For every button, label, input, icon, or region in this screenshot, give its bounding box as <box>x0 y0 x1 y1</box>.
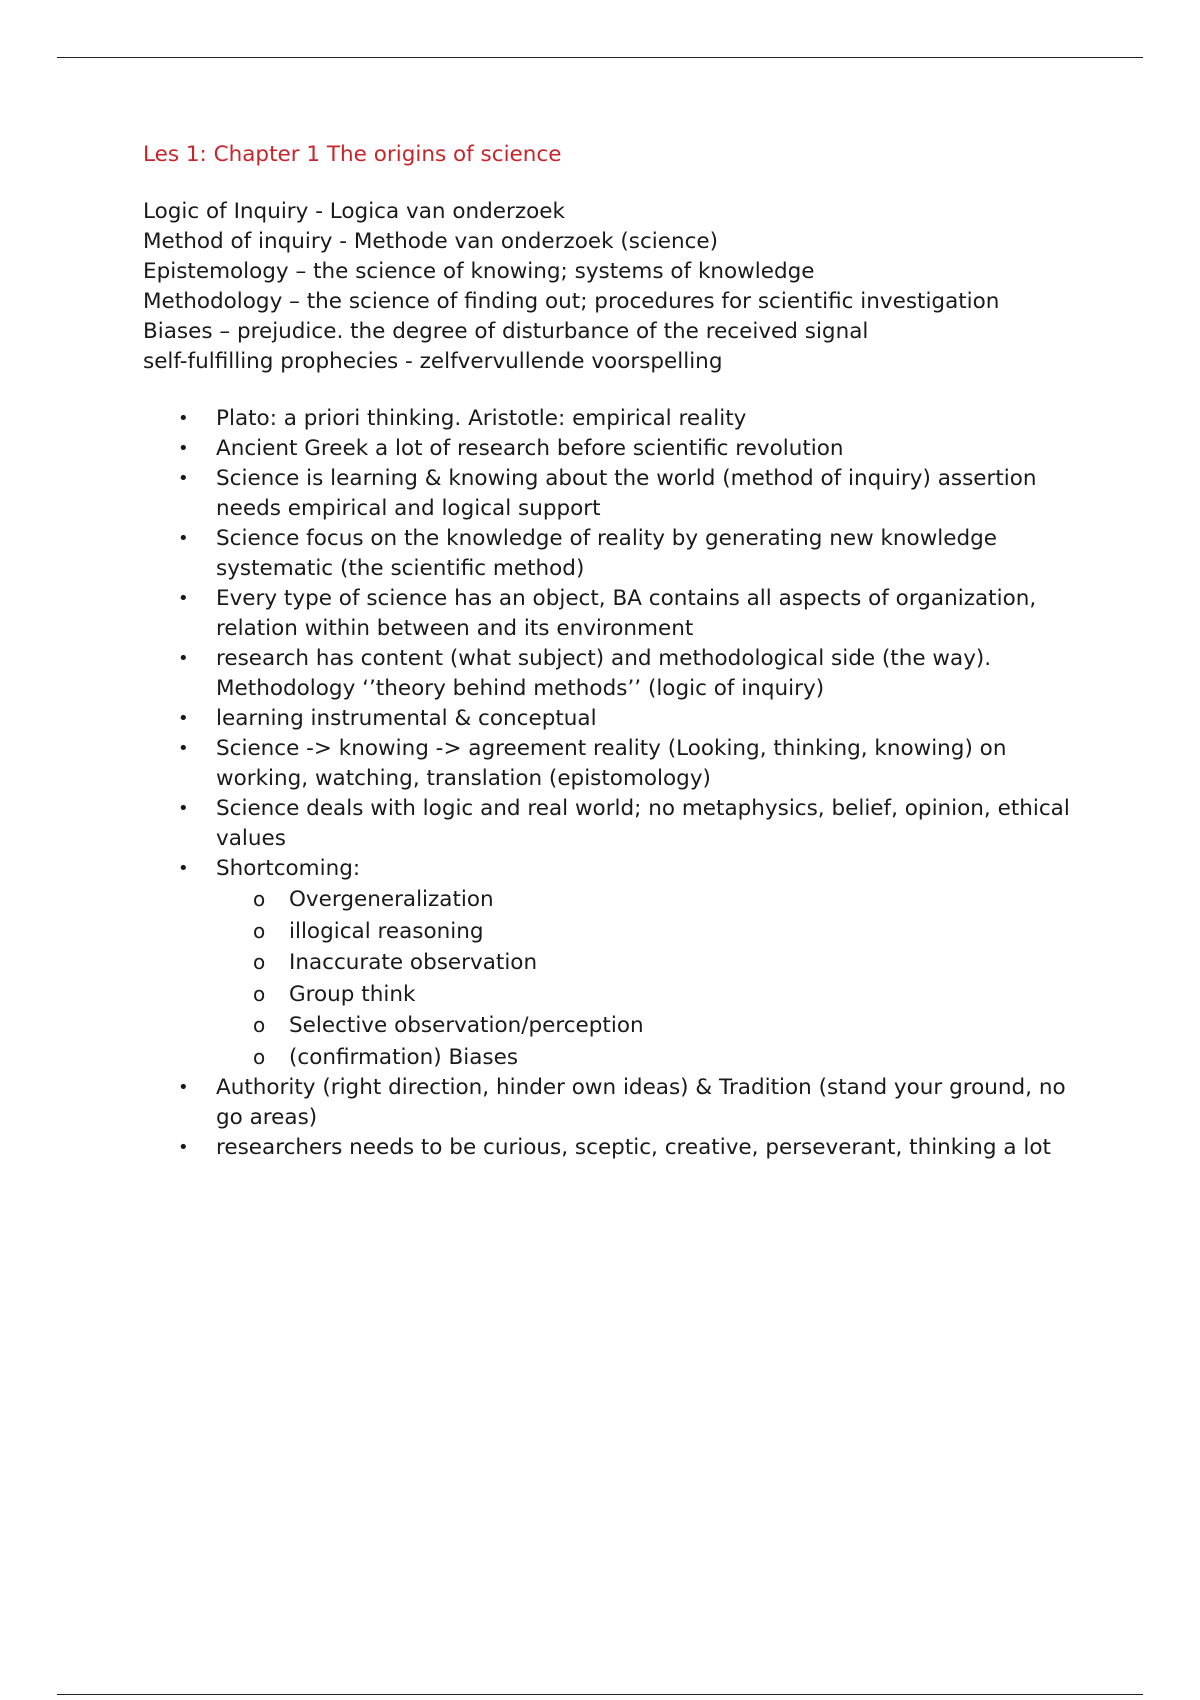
bullet-icon: • <box>178 1077 189 1098</box>
sub-bullet-icon: o <box>253 1013 266 1037</box>
definition-line: Methodology – the science of finding out; procedures for scientific investigation <box>143 289 1000 314</box>
sub-list-item <box>216 1010 1073 1042</box>
sub-bullet-icon: o <box>253 887 266 911</box>
sub-list-item-text: (confirmation) Biases <box>289 1044 519 1070</box>
bullet-icon: • <box>178 438 189 459</box>
definitions-block <box>143 197 1073 377</box>
list-item-text: Every type of science has an object, BA contains all aspects of organization, relation within between and its environment <box>216 586 1037 641</box>
header-rule <box>57 57 1143 58</box>
list-item <box>143 734 1073 794</box>
bullet-icon: • <box>178 528 189 549</box>
list-item <box>143 644 1073 704</box>
footer-rule <box>57 1694 1143 1695</box>
document-body <box>143 140 1073 1163</box>
list-item-text: Authority (right direction, hinder own ideas) & Tradition (stand your ground, no go areas) <box>216 1075 1066 1130</box>
definition-line: Method of inquiry - Methode van onderzoek (science) <box>143 229 719 254</box>
sub-list-item-text: Inaccurate observation <box>289 950 538 975</box>
list-item <box>143 1133 1073 1163</box>
bullet-icon: • <box>178 738 189 759</box>
list-item-text: Science is learning & knowing about the world (method of inquiry) assertion needs empirical and logical support <box>216 466 1037 521</box>
sub-list-item <box>216 1042 1073 1074</box>
sub-bullet-icon: o <box>253 950 266 974</box>
bullet-icon: • <box>178 408 189 429</box>
list-item-text: Plato: a priori thinking. Aristotle: empirical reality <box>216 406 747 431</box>
list-item-text: Science -> knowing -> agreement reality (Looking, thinking, knowing) on working, watching, translation (epistomology) <box>216 736 1007 791</box>
list-item-text: learning instrumental & conceptual <box>216 706 597 731</box>
definition-line: Logic of Inquiry - Logica van onderzoek <box>143 199 565 224</box>
shortcoming-sublist <box>216 884 1073 1073</box>
list-item <box>143 524 1073 584</box>
list-item <box>143 1073 1073 1133</box>
bullet-icon: • <box>178 858 189 879</box>
list-item-text: Science deals with logic and real world; no metaphysics, belief, opinion, ethical values <box>216 796 1070 851</box>
sub-list-item-text: illogical reasoning <box>289 918 484 944</box>
sub-bullet-icon: o <box>253 918 266 943</box>
bullet-icon: • <box>178 588 189 609</box>
bullet-list <box>143 404 1073 1163</box>
definition-line: self-fulfilling prophecies - zelfvervullende voorspelling <box>143 349 723 374</box>
list-item <box>143 584 1073 644</box>
list-item-text: researchers needs to be curious, sceptic, creative, perseverant, thinking a lot <box>216 1135 1051 1160</box>
sub-bullet-icon: o <box>253 981 266 1006</box>
sub-list-item <box>216 947 1073 979</box>
sub-bullet-icon: o <box>253 1044 266 1069</box>
list-item <box>143 704 1073 734</box>
list-item-shortcoming <box>143 854 1073 1073</box>
list-item <box>143 464 1073 524</box>
list-item <box>143 794 1073 854</box>
list-item <box>143 434 1073 464</box>
bullet-icon: • <box>178 1137 189 1158</box>
sub-list-item <box>216 979 1073 1011</box>
list-item-text: Science focus on the knowledge of reality by generating new knowledge systematic (the scientific method) <box>216 526 998 581</box>
list-item <box>143 404 1073 434</box>
sub-list-item <box>216 916 1073 948</box>
sub-list-item-text: Group think <box>289 981 416 1007</box>
bullet-icon: • <box>178 798 189 819</box>
bullet-icon: • <box>178 708 189 729</box>
definition-line: Epistemology – the science of knowing; systems of knowledge <box>143 259 815 284</box>
page-title: Les 1: Chapter 1 The origins of science <box>143 142 562 167</box>
list-item-text: Ancient Greek a lot of research before scientific revolution <box>216 436 844 461</box>
sub-list-item <box>216 884 1073 916</box>
definition-line: Biases – prejudice. the degree of disturbance of the received signal <box>143 319 869 344</box>
sub-list-item-text: Selective observation/perception <box>289 1013 644 1038</box>
list-item-text: research has content (what subject) and methodological side (the way). Methodology ‘’theory behind methods’’ (logic of inquiry) <box>216 646 992 701</box>
sub-list-item-text: Overgeneralization <box>289 887 494 912</box>
bullet-icon: • <box>178 468 189 489</box>
list-item-text: Shortcoming: <box>216 856 361 881</box>
bullet-icon: • <box>178 648 189 669</box>
